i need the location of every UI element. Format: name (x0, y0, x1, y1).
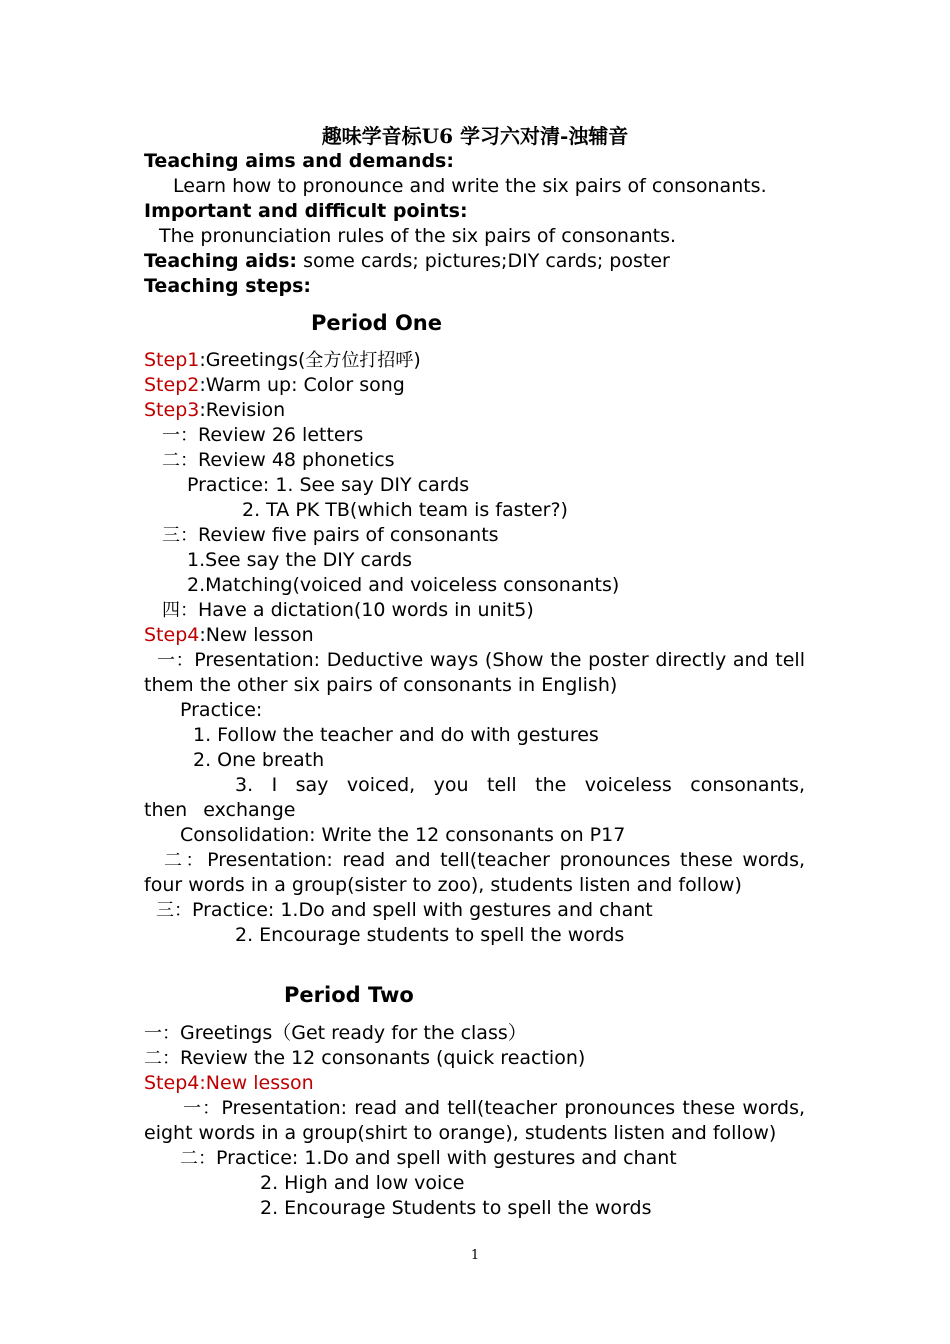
step1-line (144, 348, 421, 373)
step3-label: Step3 (144, 399, 200, 421)
step3-text: :Revision (199, 399, 286, 421)
period-two-presentation-text: Presentation: read and tell(teacher pronounces these words, eight words in a group(shirt to orange), students listen and follow) (144, 1097, 806, 1144)
review-3-item-2: 2.Matching(voiced and voiceless consonants) (187, 574, 620, 596)
step3-line (144, 398, 285, 423)
greetings-mark: 一： (144, 1023, 180, 1044)
review-1 (162, 423, 363, 448)
review-3-item-1: 1.See say the DIY cards (187, 549, 413, 571)
new-lesson-2-mark: 二： (164, 850, 208, 871)
new-lesson-2 (144, 848, 805, 898)
practice-label: Practice: (180, 699, 263, 721)
review-4-mark: 四： (162, 600, 198, 621)
period-two-practice-mark: 二： (180, 1148, 216, 1169)
review-2 (162, 448, 395, 473)
aids-text: some cards; pictures;DIY cards; poster (297, 250, 670, 272)
step1-label: Step1 (144, 349, 200, 371)
new-lesson-2-text: Presentation: read and tell(teacher pronounces these words, four words in a group(sister to zoo), students listen and follow) (144, 849, 806, 896)
points-text: The pronunciation rules of the six pairs of consonants. (159, 225, 677, 247)
step1-cjk: 全方位打招呼 (305, 350, 414, 371)
review-1-mark: 一： (162, 425, 198, 446)
review-text: Review the 12 consonants (quick reaction) (180, 1047, 586, 1069)
practice-1: Practice: 1. See say DIY cards (187, 474, 470, 496)
review-3-text: Review five pairs of consonants (198, 524, 499, 546)
aims-label: Teaching aims and demands: (144, 150, 454, 172)
step2-label: Step2 (144, 374, 200, 396)
step1-close: ) (413, 349, 421, 371)
review-2-mark: 二： (162, 450, 198, 471)
points-label: Important and difficult points: (144, 200, 468, 222)
greetings-text: Greetings（Get ready for the class） (180, 1022, 527, 1044)
new-lesson-1 (144, 648, 805, 698)
new-lesson-1-text: Presentation: Deductive ways (Show the poster directly and tell them the other six pairs of consonants in English) (144, 649, 805, 696)
period-one-heading: Period One (311, 311, 443, 335)
new-lesson-3-item-2: 2. Encourage students to spell the words (235, 924, 625, 946)
step2-text: :Warm up: Color song (199, 374, 405, 396)
aids-line (144, 249, 670, 274)
new-lesson-3-mark: 三： (156, 900, 192, 921)
new-lesson-3-text: Practice: 1.Do and spell with gestures and chant (192, 899, 653, 921)
practice-item-2: 2. One breath (193, 749, 325, 771)
review-1-text: Review 26 letters (198, 424, 364, 446)
review-4-text: Have a dictation(10 words in unit5) (198, 599, 534, 621)
period-two-presentation (144, 1096, 805, 1146)
period-two-practice-item-2: 2. High and low voice (260, 1172, 465, 1194)
step4-line (144, 623, 314, 648)
step2-line (144, 373, 405, 398)
period-two-heading: Period Two (284, 983, 414, 1007)
period-two-practice-item-3: 2. Encourage Students to spell the words (260, 1197, 652, 1219)
review-3-mark: 三： (162, 525, 198, 546)
aims-text: Learn how to pronounce and write the six pairs of consonants. (173, 175, 767, 197)
review-line (144, 1046, 585, 1071)
review-mark: 二： (144, 1048, 180, 1069)
review-3 (162, 523, 499, 548)
document-title: 趣味学音标U6 学习六对清-浊辅音 (321, 124, 629, 148)
practice-2: 2. TA PK TB(which team is faster?) (242, 499, 568, 521)
steps-label: Teaching steps: (144, 275, 311, 297)
page-number: 1 (470, 1248, 480, 1263)
practice-item-1: 1. Follow the teacher and do with gestures (193, 724, 599, 746)
review-4 (162, 598, 534, 623)
practice-item-3: 3. I say voiced, you tell the voiceless consonants, then exchange (144, 774, 805, 821)
step4-text: :New lesson (199, 624, 314, 646)
consolidation: Consolidation: Write the 12 consonants on P17 (180, 824, 626, 846)
step4-label: Step4 (144, 624, 200, 646)
period-two-practice (180, 1146, 677, 1171)
greetings-line (144, 1021, 527, 1046)
period-two-presentation-mark: 一： (183, 1098, 222, 1119)
step1-text: :Greetings( (199, 349, 306, 371)
new-lesson-3 (156, 898, 653, 923)
aids-label: Teaching aids: (144, 250, 298, 272)
period-two-step4: Step4:New lesson (144, 1072, 314, 1094)
review-2-text: Review 48 phonetics (198, 449, 395, 471)
new-lesson-1-mark: 一： (157, 650, 195, 671)
period-two-practice-text: Practice: 1.Do and spell with gestures and chant (216, 1147, 677, 1169)
